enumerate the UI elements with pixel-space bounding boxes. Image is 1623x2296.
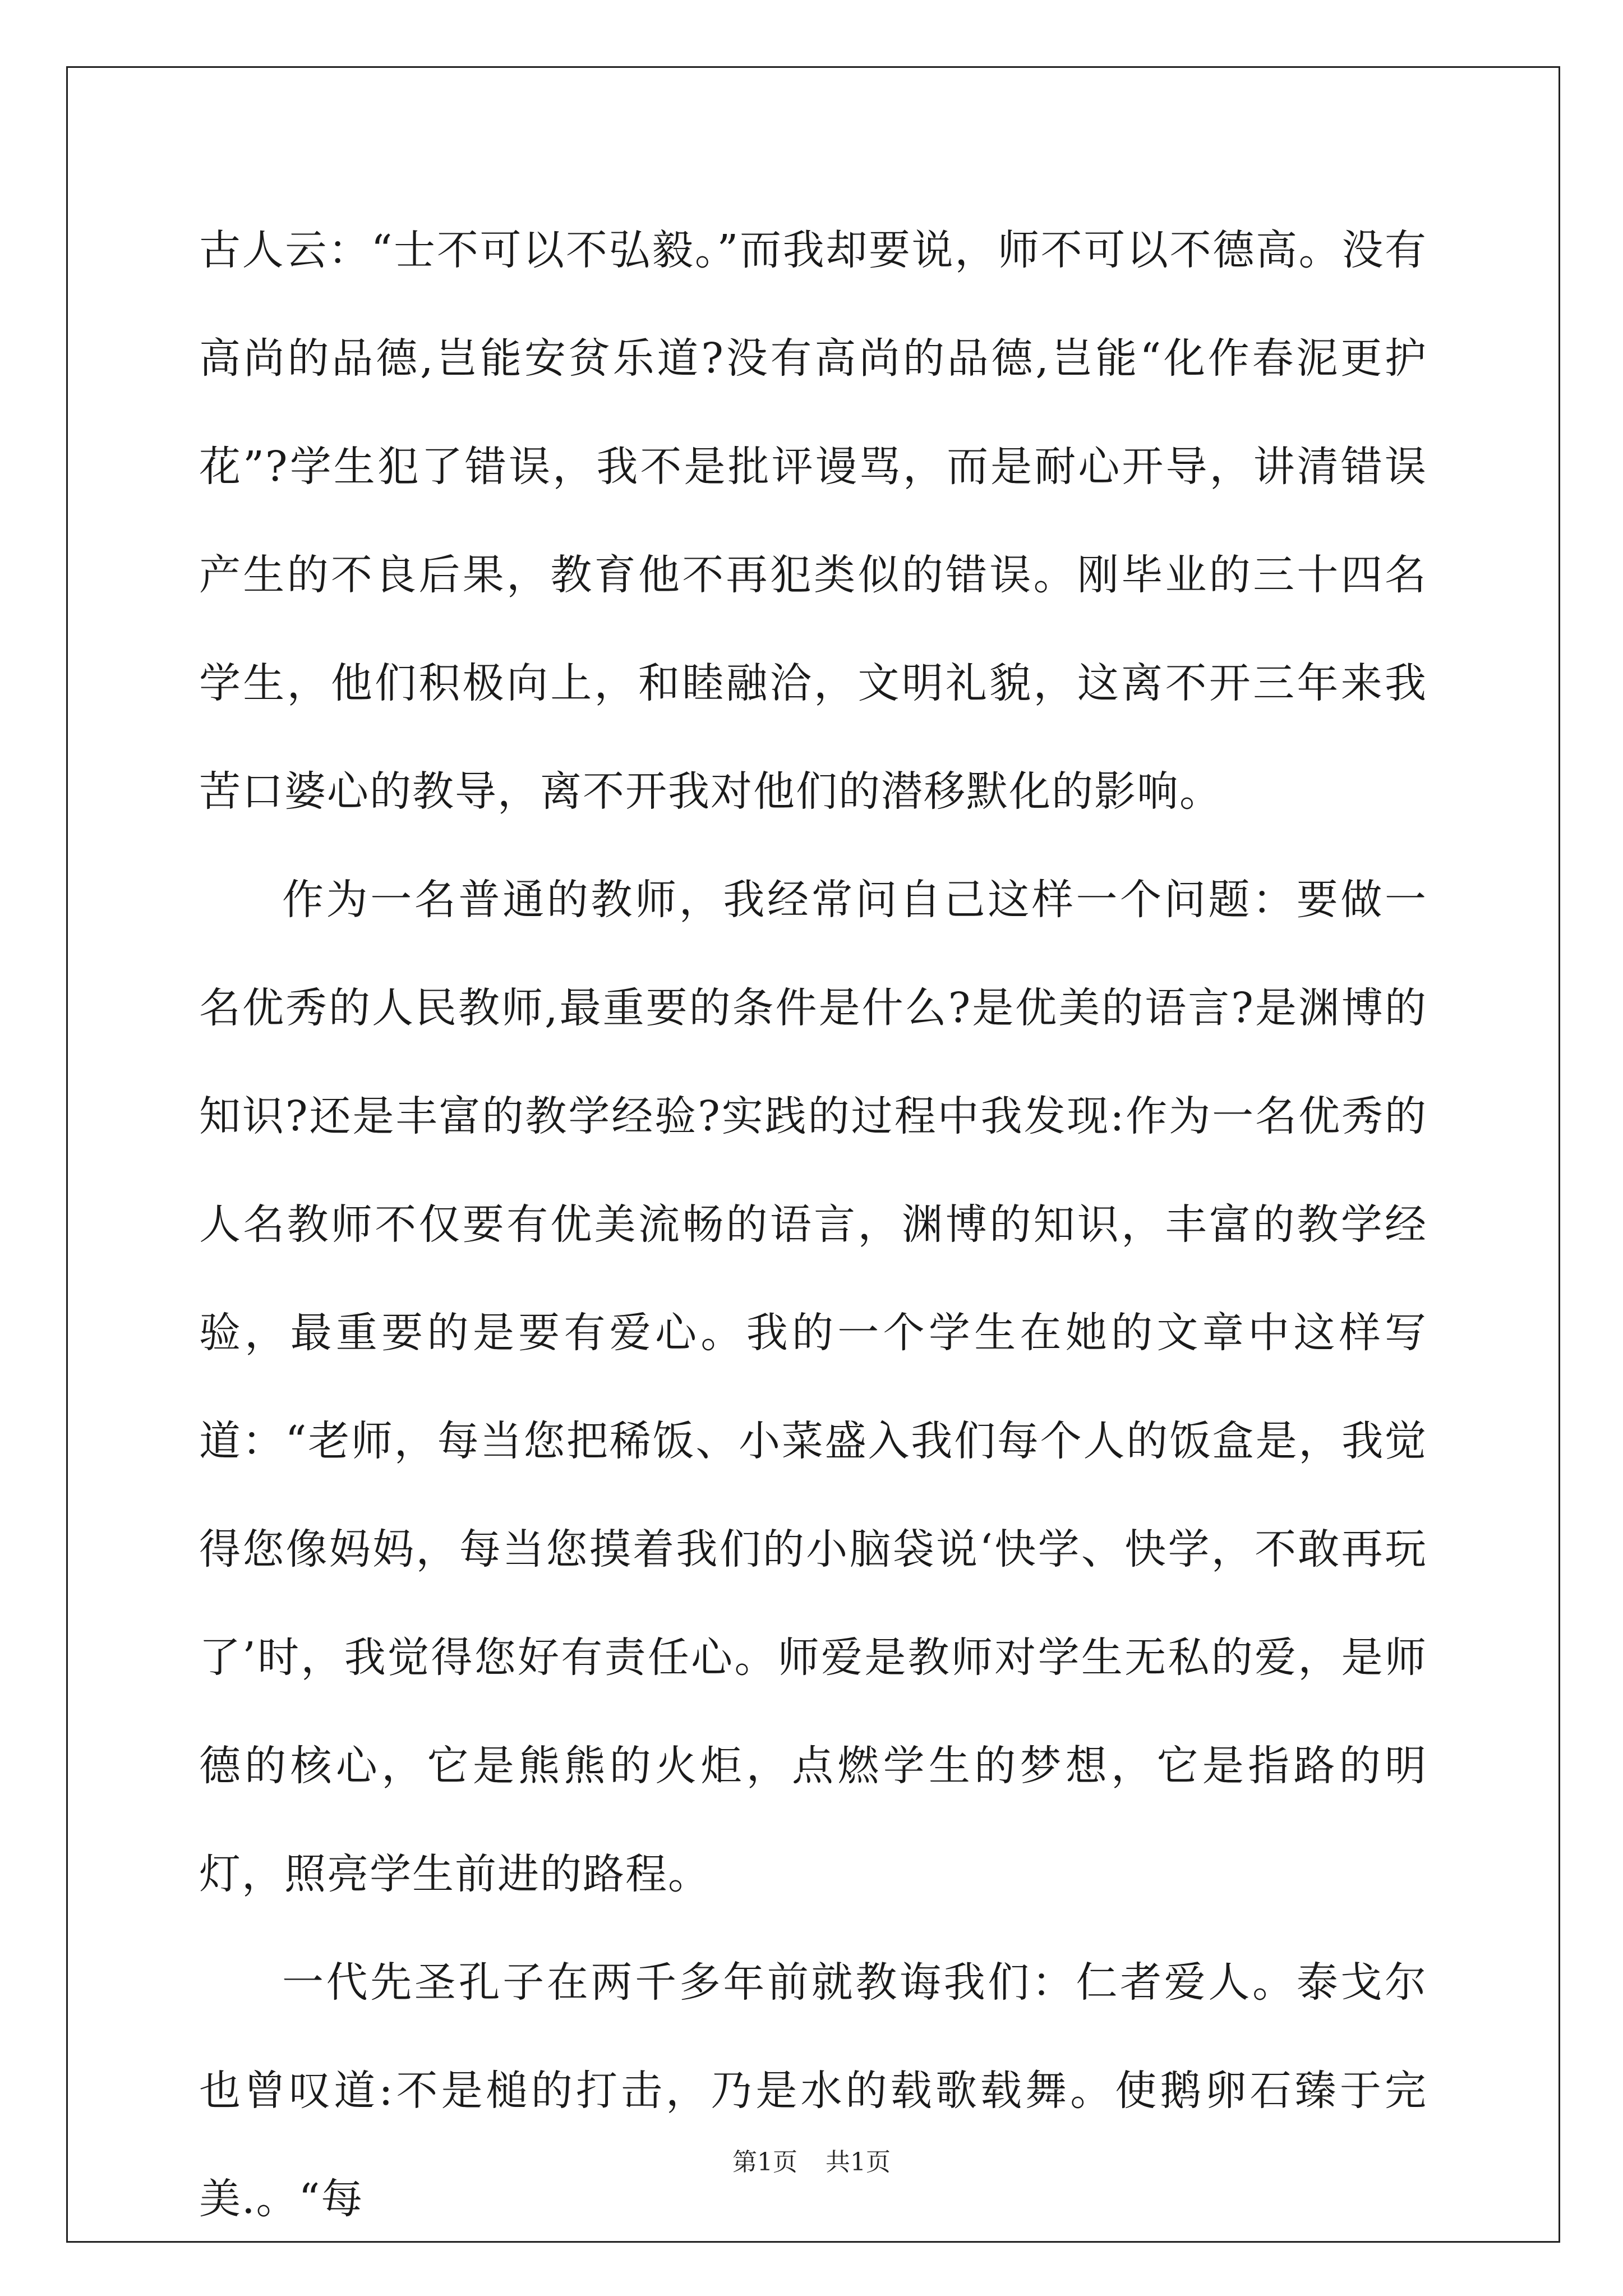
paragraph: 作为一名普通的教师，我经常问自己这样一个问题：要做一名优秀的人民教师,最重要的条件是什么?是优美的语言?是渊博的知识?还是丰富的教学经验?实践的过程中我发现:作为一名优秀的人名教师不仅要有优美流畅的语言，渊博的知识，丰富的教学经验，最重要的是要有爱心。我的一个学生在她的文章中这样写道：“老师，每当您把稀饭、小菜盛入我们每个人的饭盒是，我觉得您像妈妈，每当您摸着我们的小脑袋说‘快学、快学，不敢再玩了’时，我觉得您好有责任心。师爱是教师对学生无私的爱，是师德的核心，它是熊熊的火炬，点燃学生的梦想，它是指路的明灯，照亮学生前进的路程。 bbox=[199, 876, 1427, 1898]
page-number-total: 共1页 bbox=[826, 2148, 891, 2177]
paragraph: 古人云：“士不可以不弘毅。”而我却要说，师不可以不德高。没有高尚的品德,岂能安贫乐道?没有高尚的品德,岂能“化作春泥更护花”?学生犯了错误，我不是批评谩骂，而是耐心开导，讲清错误产生的不良后果，教育他不再犯类似的错误。刚毕业的三十四名学生，他们积极向上，和睦融洽，文明礼貌，这离不开三年来我苦口婆心的教导，离不开我对他们的潜移默化的影响。 bbox=[199, 226, 1427, 816]
document-body bbox=[199, 196, 1427, 2253]
page-number-current: 第1页 bbox=[732, 2148, 797, 2177]
page-footer bbox=[0, 2146, 1623, 2179]
paragraph: 一代先圣孔子在两千多年前就教诲我们：仁者爱人。泰戈尔也曾叹道:不是槌的打击，乃是水的载歌载舞。使鹅卵石臻于完美.。“每 bbox=[199, 1958, 1427, 2223]
